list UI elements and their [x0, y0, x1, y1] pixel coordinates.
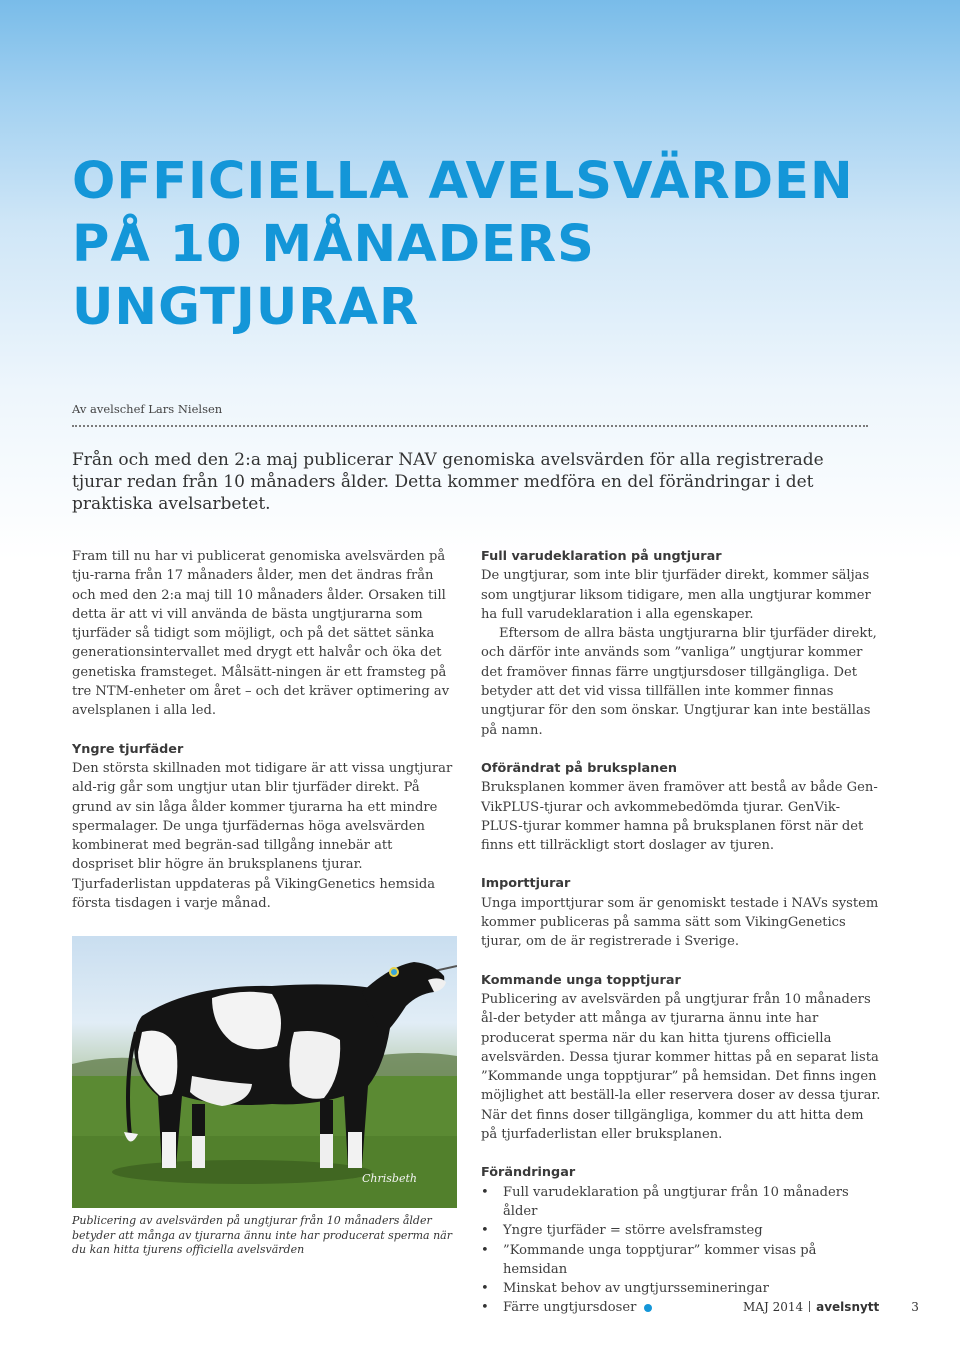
section-heading: Full varudeklaration på ungtjurar	[481, 549, 722, 564]
list-item: • Yngre tjurfäder = större avelsframsteg	[481, 1221, 881, 1240]
section-text: Den största skillnaden mot tidigare är att vissa ungtjurar ald-rig går som ungtjur utan blir tjurfäder direkt. På grund av sin låga ålder kommer tjurarna ha ett mindre spermalager. De unga tjurfädernas höga avelsvärden kombinerat med begrän-sad tillgång innebär att dospriset blir högre än bruksplanens tjurar. Tjurfaderlistan uppdateras på VikingGenetics hemsida första tisdagen i varje månad.	[72, 760, 453, 912]
intro-paragraph: Fram till nu har vi publicerat genomiska avelsvärden på tju-rarna från 17 månaders ålder, men det ändras från och med den 2:a maj till 10 månaders ålder. Orsaken till detta är att vi vill använda de bästa ungtjurarna som tjurfäder så tidigt som möjligt, och på det sättet sänka generationsintervallet med drygt ett halvår och öka det genetiska framsteget. Målsätt-ningen är ett framsteg på tre NTM-enheter om året – och det kräver optimering av avelsplanen i alla led.	[72, 549, 450, 719]
right-column	[481, 547, 881, 1318]
photo-signature: Chrisbeth	[362, 1172, 417, 1185]
list-item: • Minskat behov av ungtjurssemineringar	[481, 1279, 881, 1298]
section-text: Eftersom de allra bästa ungtjurarna blir tjurfäder direkt, och därför inte används som ”vanliga” ungtjurar kommer det framöver finnas färre ungtjursdoser tillgängliga. Det betyder att det vid vissa tillfällen inte kommer finnas ungtjurar för den som önskar. Ungtjurar kan inte beställas på namn.	[481, 626, 877, 738]
section-full-varudeklaration	[481, 547, 881, 740]
list-item: • ”Kommande unga topptjurar” kommer visas på hemsidan	[481, 1241, 881, 1280]
section-text: Unga importtjurar som är genomiskt testade i NAVs system kommer publiceras på samma sätt som VikingGenetics tjurar, om de är registrerade i Sverige.	[481, 895, 879, 950]
section-kommande	[481, 971, 881, 1145]
section-heading: Kommande unga topptjurar	[481, 972, 681, 988]
section-forandringar	[481, 1163, 881, 1317]
ingress: Från och med den 2:a maj publicerar NAV genomiska avelsvärden för alla registrerade tjurar redan från 10 månaders ålder. Detta kommer medföra en del förändringar i det praktiska avelsarbetet.	[72, 450, 824, 514]
byline: Av avelschef Lars Nielsen	[72, 402, 223, 416]
section-heading: Importtjurar	[481, 876, 571, 892]
end-mark-icon	[644, 1304, 652, 1312]
section-importtjurar	[481, 874, 881, 951]
section-heading: Oförändrat på bruksplanen	[481, 760, 678, 776]
section-yngre-tjurfader	[72, 740, 457, 914]
section-text: Publicering av avelsvärden på ungtjurar från 10 månaders ål-der betyder att många av tjurarna ännu inte har producerat sperma när du kan hitta tjurens officiella avelsvärden. Dessa tjurar kommer hittas på en separat lista ”Kommande unga topptjurar” på hemsidan. Det finns ingen möjlighet att beställ-la eller reservera doser av dessa tjurar. När det finns doser tillgängliga, kommer du att hitta dem på tjurfaderlistan eller bruksplanen.	[481, 991, 881, 1143]
title-line-2: PÅ 10 MÅNADERS	[72, 215, 595, 274]
cow-photo	[72, 936, 457, 1208]
left-column	[72, 547, 457, 913]
list-item: • Full varudeklaration på ungtjurar från 10 månaders ålder	[481, 1183, 881, 1222]
dotted-divider	[72, 425, 868, 427]
section-oforandrat	[481, 759, 881, 855]
title-line-3: UNGTJURAR	[72, 278, 420, 337]
article-title	[72, 150, 932, 339]
changes-list	[481, 1183, 881, 1318]
cow-illustration	[72, 936, 457, 1208]
page-number: 3	[911, 1300, 919, 1314]
page-footer	[743, 1300, 919, 1314]
title-line-1: OFFICIELLA AVELSVÄRDEN	[72, 152, 854, 211]
section-text: Bruksplanen kommer även framöver att bestå av både Gen-VikPLUS-tjurar och avkommebedömda tjurar. GenVik-PLUS-tjurar kommer hamna på bruksplanen först när det finns ett tillräckligt stort doslager av tjuren.	[481, 780, 878, 854]
magazine-name: avelsnytt	[816, 1300, 880, 1314]
section-heading: Yngre tjurfäder	[72, 741, 184, 757]
issue-date: MAJ 2014	[743, 1300, 804, 1314]
photo-caption: Publicering av avelsvärden på ungtjurar från 10 månaders ålder betyder att många av tjurarna ännu inte har producerat sperma när du kan hitta tjurens officiella avelsvärden	[72, 1214, 452, 1256]
footer-separator	[809, 1301, 810, 1312]
section-text: De ungtjurar, som inte blir tjurfäder direkt, kommer säljas som ungtjurar liksom tidigare, men alla ungtjurar kommer ha full varudeklaration i alla egenskaper.	[481, 568, 871, 622]
section-heading: Förändringar	[481, 1165, 576, 1181]
list-item: • Färre ungtjursdoser	[481, 1298, 881, 1317]
